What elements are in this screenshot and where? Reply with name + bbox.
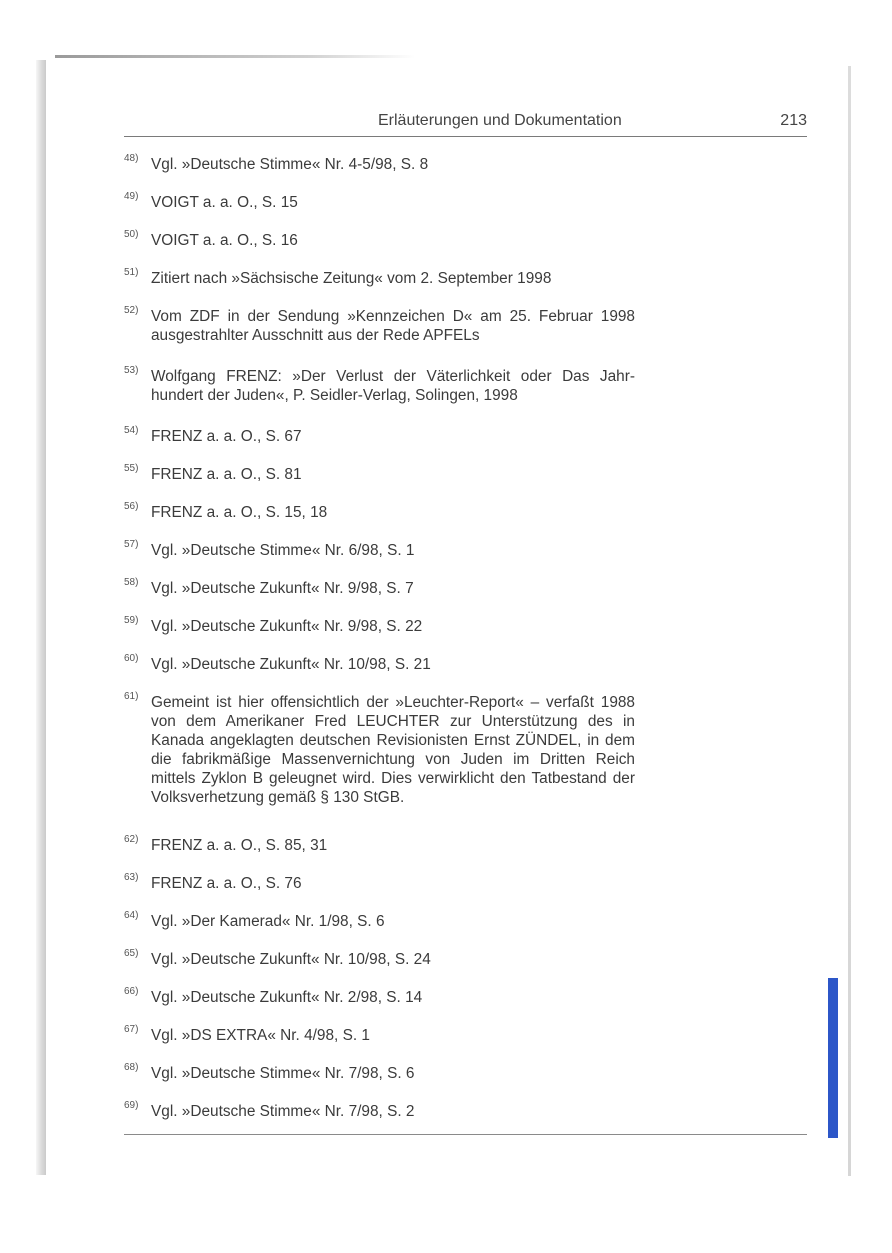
- footnote-text: Vgl. »Deutsche Stimme« Nr. 6/98, S. 1: [151, 542, 415, 559]
- footnote-text: Wolfgang FRENZ: »Der Verlust der Väterlichkeit oder Das Jahr-hundert der Juden«, P. Seidler-Verlag, Solingen, 1998: [151, 368, 635, 404]
- footnote-text: Vgl. »Deutsche Zukunft« Nr. 9/98, S. 22: [151, 618, 423, 635]
- footnote-number: 67): [124, 1024, 139, 1035]
- footnote-text: VOIGT a. a. O., S. 15: [151, 194, 298, 211]
- footnote-text: FRENZ a. a. O., S. 81: [151, 466, 302, 483]
- footnote-text: Vom ZDF in der Sendung »Kennzeichen D« am 25. Februar 1998 ausgestrahlter Ausschnitt aus der Rede APFELs: [151, 308, 635, 344]
- footnote-text: Vgl. »Deutsche Zukunft« Nr. 10/98, S. 21: [151, 656, 431, 673]
- footnote-number: 66): [124, 986, 139, 997]
- footer-rule: [124, 1134, 807, 1135]
- footnote-text: Vgl. »Deutsche Stimme« Nr. 7/98, S. 2: [151, 1103, 415, 1120]
- thumb-index-tab: [828, 978, 838, 1138]
- footnote-number: 52): [124, 305, 139, 316]
- footnote-number: 51): [124, 267, 139, 278]
- page-edge-left: [36, 60, 46, 1175]
- footnote-text: Gemeint ist hier offensichtlich der »Leuchter-Report« – verfaßt 1988 von dem Amerikaner Fred LEUCHTER zur Unterstützung des in Kanada angeklagten deutschen Revisionisten Ernst ZÜNDEL, in dem die fabrikmäßige Massenvernichtung von Juden im Dritten Reich mittels Zyklon B geleugnet wird. Dies verwirklicht den Tatbestand der Volksverhetzung gemäß § 130 StGB.: [151, 694, 635, 806]
- footnote-number: 69): [124, 1100, 139, 1111]
- footnote-text: Vgl. »Deutsche Stimme« Nr. 7/98, S. 6: [151, 1065, 415, 1082]
- footnote-number: 56): [124, 501, 139, 512]
- footnote-number: 62): [124, 834, 139, 845]
- page-number: 213: [780, 112, 807, 129]
- footnote-text: FRENZ a. a. O., S. 67: [151, 428, 302, 445]
- footnote-number: 53): [124, 365, 139, 376]
- page-edge-right: [848, 66, 851, 1176]
- footnote-number: 61): [124, 691, 139, 702]
- running-header-title: Erläuterungen und Dokumentation: [378, 112, 622, 129]
- footnote-number: 50): [124, 229, 139, 240]
- footnote-text: Vgl. »Der Kamerad« Nr. 1/98, S. 6: [151, 913, 385, 930]
- footnote-number: 64): [124, 910, 139, 921]
- footnote-text: Vgl. »Deutsche Stimme« Nr. 4-5/98, S. 8: [151, 156, 429, 173]
- running-header: [124, 112, 807, 137]
- footnote-number: 58): [124, 577, 139, 588]
- footnote-number: 57): [124, 539, 139, 550]
- footnote-number: 68): [124, 1062, 139, 1073]
- footnote-number: 55): [124, 463, 139, 474]
- footnote-text: Vgl. »DS EXTRA« Nr. 4/98, S. 1: [151, 1027, 370, 1044]
- footnote-text: Vgl. »Deutsche Zukunft« Nr. 10/98, S. 24: [151, 951, 431, 968]
- footnote-number: 63): [124, 872, 139, 883]
- footnote-text: Vgl. »Deutsche Zukunft« Nr. 2/98, S. 14: [151, 989, 423, 1006]
- footnote-number: 54): [124, 425, 139, 436]
- footnote-text: Zitiert nach »Sächsische Zeitung« vom 2. September 1998: [151, 270, 552, 287]
- footnote-text: FRENZ a. a. O., S. 76: [151, 875, 302, 892]
- footnote-text: FRENZ a. a. O., S. 15, 18: [151, 504, 328, 521]
- footnote-number: 48): [124, 153, 139, 164]
- page-edge-top: [55, 55, 415, 58]
- footnote-text: FRENZ a. a. O., S. 85, 31: [151, 837, 328, 854]
- footnote-text: Vgl. »Deutsche Zukunft« Nr. 9/98, S. 7: [151, 580, 414, 597]
- footnote-number: 60): [124, 653, 139, 664]
- footnote-number: 59): [124, 615, 139, 626]
- footnote-number: 49): [124, 191, 139, 202]
- footnote-number: 65): [124, 948, 139, 959]
- footnote-text: VOIGT a. a. O., S. 16: [151, 232, 298, 249]
